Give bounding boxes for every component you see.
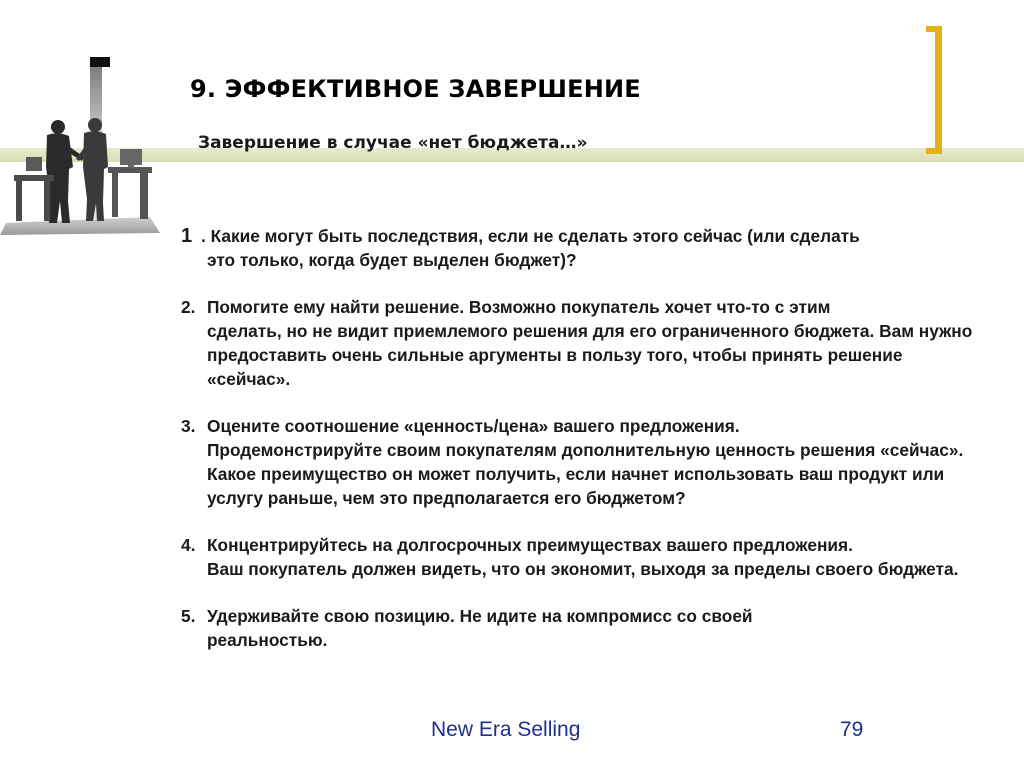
list-item-number: 1 [181, 225, 193, 247]
list-item [181, 533, 981, 581]
list-item [181, 224, 981, 272]
list-item-continuation: Продемонстрируйте своим покупателям дополнительную ценность решения «сейчас». Какое преимущество он может получить, если начнет использовать ваш продукт или услугу раньше, чем это предполагается его бюджетом? [207, 440, 964, 508]
list-item-continuation: реальностью. [207, 630, 328, 650]
list-item-text [207, 604, 981, 652]
list-item-text [201, 224, 981, 272]
list-item [181, 414, 981, 510]
list-item-first-line: Концентрируйтесь на долгосрочных преимуществах вашего предложения. [207, 535, 853, 555]
numbered-list [181, 224, 981, 652]
list-item [181, 295, 981, 391]
list-item-number: 3. [181, 416, 196, 436]
slide-subtitle: Завершение в случае «нет бюджета…» [198, 133, 588, 153]
list-item-number: 4. [181, 535, 196, 555]
right-bracket-icon [926, 26, 942, 154]
list-item-text [207, 295, 981, 391]
list-item-number: 5. [181, 606, 196, 626]
list-item-first-line: Оцените соотношение «ценность/цена» вашего предложения. [207, 416, 740, 436]
footer-page-number: 79 [840, 718, 864, 741]
list-item-first-line: . Какие могут быть последствия, если не сделать этого сейчас (или сделать [201, 226, 860, 246]
list-item-first-line: Удерживайте свою позицию. Не идите на компромисс со своей [207, 606, 753, 626]
list-item-text [207, 533, 981, 581]
decorative-strip-cap [90, 57, 110, 67]
footer-brand: New Era Selling [431, 718, 581, 741]
list-item-continuation: сделать, но не видит приемлемого решения для его ограниченного бюджета. Вам нужно предоставить очень сильные аргументы в пользу того, чтобы принять решение «сейчас». [207, 321, 973, 389]
list-item-text [207, 414, 981, 510]
list-item [181, 604, 981, 652]
business-people-icon [0, 105, 160, 235]
list-item-first-line: Помогите ему найти решение. Возможно покупатель хочет что-то с этим [207, 297, 831, 317]
list-item-continuation: это только, когда будет выделен бюджет)? [207, 250, 577, 270]
list-item-continuation: Ваш покупатель должен видеть, что он экономит, выходя за пределы своего бюджета. [207, 559, 959, 579]
list-item-number: 2. [181, 297, 196, 317]
slide-title: 9. ЭФФЕКТИВНОЕ ЗАВЕРШЕНИЕ [190, 75, 641, 103]
